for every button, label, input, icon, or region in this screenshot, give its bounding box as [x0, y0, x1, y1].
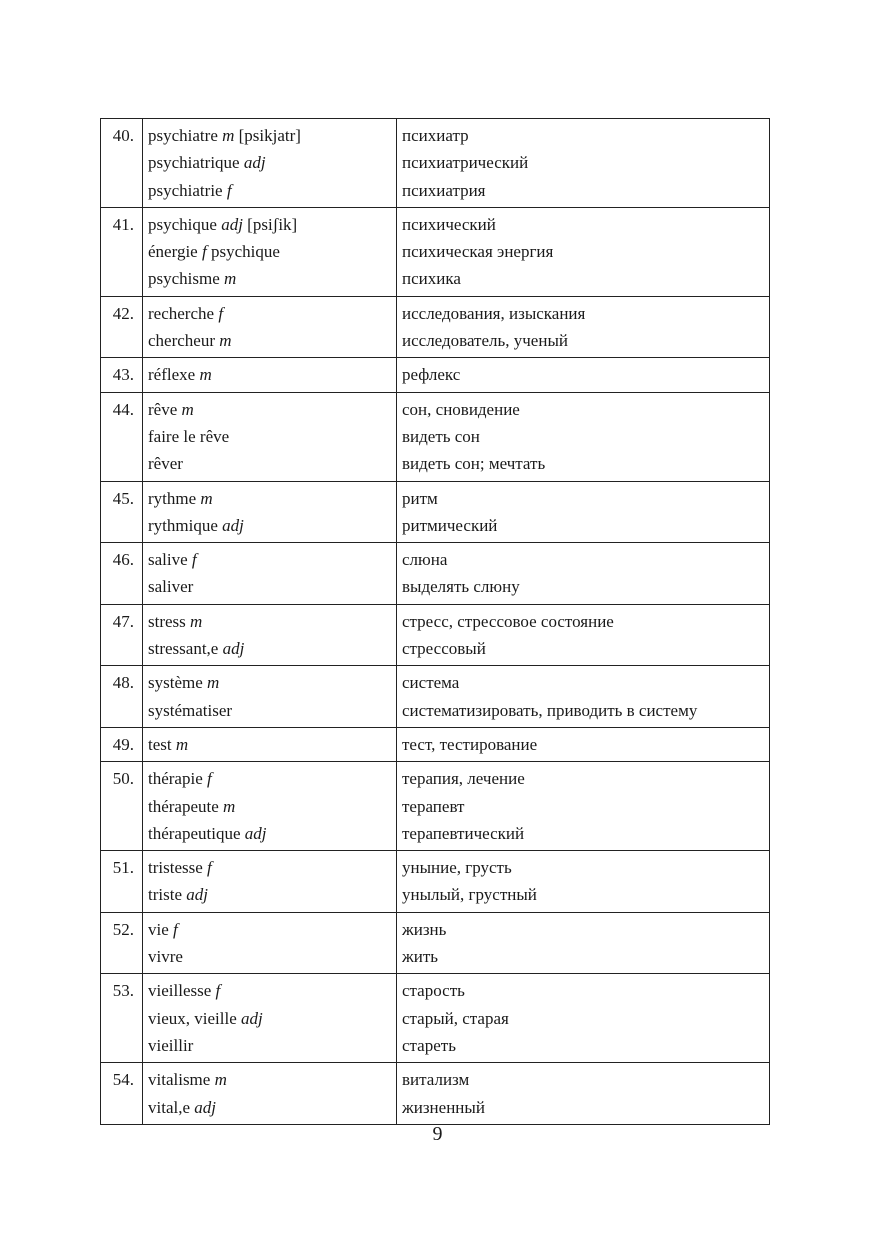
- french-word: test: [148, 734, 172, 754]
- russian-translation: психиатрический: [402, 153, 529, 173]
- french-term: [148, 820, 391, 847]
- french-terms-cell: [143, 296, 397, 358]
- page-number: 9: [432, 1123, 443, 1145]
- grammar-tag: f: [173, 919, 178, 939]
- french-terms-cell: [143, 358, 397, 392]
- french-term: [148, 238, 391, 265]
- russian-translation: психиатрия: [402, 180, 486, 200]
- table-row: [101, 912, 770, 974]
- french-terms-cell: [143, 727, 397, 761]
- entry-number: 42.: [101, 296, 143, 358]
- grammar-tag: m: [219, 331, 232, 351]
- entry-number: 50.: [101, 762, 143, 851]
- french-terms-cell: [143, 604, 397, 666]
- table-row: [101, 727, 770, 761]
- table-row: [101, 762, 770, 851]
- grammar-tag: adj: [241, 1008, 263, 1028]
- grammar-tag: f: [218, 303, 224, 323]
- grammar-tag: m: [181, 399, 194, 419]
- russian-translations-cell: [397, 392, 770, 481]
- table-row: [101, 481, 770, 543]
- russian-translation: психический: [402, 214, 496, 234]
- french-term: [148, 977, 391, 1004]
- table-row: [101, 851, 770, 913]
- french-word: psychique: [148, 214, 217, 234]
- russian-translation: система: [402, 673, 460, 693]
- russian-translation: ритм: [402, 488, 438, 508]
- entry-number: 51.: [101, 851, 143, 913]
- french-word: thérapie: [148, 769, 203, 789]
- table-row: [101, 974, 770, 1063]
- french-word: saliver: [148, 577, 194, 597]
- entry-number: 54.: [101, 1063, 143, 1125]
- russian-translation: тест, тестирование: [402, 734, 538, 754]
- french-term: [148, 793, 391, 820]
- french-word: vitalisme: [148, 1070, 211, 1090]
- grammar-tag: m: [207, 673, 220, 693]
- russian-translations-cell: [397, 974, 770, 1063]
- grammar-tag: m: [223, 796, 236, 816]
- russian-translations-cell: [397, 604, 770, 666]
- french-word: salive: [148, 550, 188, 570]
- french-terms-cell: [143, 1063, 397, 1125]
- russian-translations-cell: [397, 727, 770, 761]
- french-word: vivre: [148, 947, 183, 967]
- french-term: [148, 265, 391, 292]
- french-term: [148, 697, 391, 724]
- russian-translation: выделять слюну: [402, 577, 520, 597]
- french-term: [148, 450, 391, 477]
- french-word: psychiatre: [148, 126, 218, 145]
- french-term: [148, 943, 391, 970]
- grammar-tag: m: [190, 611, 203, 631]
- entry-number: 41.: [101, 207, 143, 296]
- grammar-tag: m: [200, 488, 213, 508]
- grammar-tag: adj: [244, 823, 267, 843]
- grammar-tag: f: [226, 180, 232, 200]
- table-row: [101, 604, 770, 666]
- russian-translations-cell: [397, 481, 770, 543]
- french-word: rêve: [148, 399, 178, 419]
- entry-number: 43.: [101, 358, 143, 392]
- grammar-tag: f: [201, 242, 207, 262]
- entry-number: 44.: [101, 392, 143, 481]
- french-terms-cell: [143, 119, 397, 208]
- russian-translations-cell: [397, 358, 770, 392]
- russian-translation: сон, сновидение: [402, 399, 520, 419]
- russian-translation: исследования, изыскания: [402, 303, 586, 323]
- russian-translations-cell: [397, 296, 770, 358]
- french-word: recherche: [148, 303, 215, 323]
- table-row: [101, 207, 770, 296]
- french-term: [148, 881, 391, 908]
- french-terms-cell: [143, 912, 397, 974]
- grammar-tag: m: [222, 126, 235, 145]
- russian-translation: стресс, стрессовое состояние: [402, 611, 614, 631]
- russian-translation: видеть сон: [402, 426, 480, 446]
- french-terms-cell: [143, 974, 397, 1063]
- table-row: [101, 296, 770, 358]
- french-word: tristesse: [148, 858, 203, 878]
- grammar-tag: adj: [243, 153, 266, 173]
- grammar-tag: adj: [222, 515, 244, 535]
- french-word: psychisme: [148, 269, 220, 289]
- french-word: vieux, vieille: [148, 1008, 237, 1028]
- french-word: vital,e: [148, 1097, 191, 1117]
- grammar-tag: m: [199, 365, 212, 385]
- russian-translation: психическая энергия: [402, 242, 554, 262]
- french-word: réflexe: [148, 365, 196, 385]
- french-word: faire le rêve: [148, 426, 230, 446]
- russian-translations-cell: [397, 119, 770, 208]
- french-word: vie: [148, 919, 169, 939]
- vocabulary-table-body: [101, 119, 770, 1125]
- russian-translation: терапевт: [402, 796, 465, 816]
- grammar-tag: f: [191, 550, 197, 570]
- french-terms-cell: [143, 543, 397, 605]
- french-word: stressant,e: [148, 639, 219, 659]
- russian-translation: ритмический: [402, 515, 498, 535]
- french-terms-cell: [143, 392, 397, 481]
- table-row: [101, 392, 770, 481]
- french-term: [148, 608, 391, 635]
- french-word: systématiser: [148, 700, 233, 720]
- french-word: vieillesse: [148, 981, 212, 1001]
- french-word: psychiatrie: [148, 180, 223, 200]
- grammar-tag: m: [214, 1070, 227, 1090]
- french-term: [148, 1032, 391, 1059]
- russian-translation: старость: [402, 981, 465, 1001]
- term-extra: [psikjatr]: [238, 126, 301, 145]
- grammar-tag: adj: [221, 214, 243, 234]
- russian-translations-cell: [397, 543, 770, 605]
- russian-translation: стрессовый: [402, 639, 486, 659]
- entry-number: 45.: [101, 481, 143, 543]
- russian-translation: исследователь, ученый: [402, 331, 568, 351]
- entry-number: 53.: [101, 974, 143, 1063]
- entry-number: 49.: [101, 727, 143, 761]
- russian-translation: жить: [402, 947, 439, 967]
- table-row: [101, 666, 770, 728]
- french-terms-cell: [143, 762, 397, 851]
- french-terms-cell: [143, 666, 397, 728]
- french-word: psychiatrique: [148, 153, 240, 173]
- grammar-tag: m: [224, 269, 237, 289]
- russian-translations-cell: [397, 762, 770, 851]
- french-word: stress: [148, 611, 186, 631]
- table-row: [101, 119, 770, 208]
- french-term: [148, 1005, 391, 1032]
- french-term: [148, 635, 391, 662]
- russian-translations-cell: [397, 666, 770, 728]
- entry-number: 52.: [101, 912, 143, 974]
- french-word: rythme: [148, 488, 197, 508]
- russian-translations-cell: [397, 912, 770, 974]
- term-extra: [psiʃik]: [247, 214, 298, 234]
- entry-number: 46.: [101, 543, 143, 605]
- french-word: système: [148, 673, 203, 693]
- russian-translation: психика: [402, 269, 461, 289]
- table-row: [101, 358, 770, 392]
- french-word: thérapeutique: [148, 823, 241, 843]
- french-term: [148, 485, 391, 512]
- french-term: [148, 122, 391, 149]
- russian-translations-cell: [397, 851, 770, 913]
- grammar-tag: adj: [194, 1097, 216, 1117]
- french-term: [148, 423, 391, 450]
- grammar-tag: adj: [186, 885, 208, 905]
- russian-translation: психиатр: [402, 126, 469, 145]
- french-terms-cell: [143, 207, 397, 296]
- french-term: [148, 669, 391, 696]
- russian-translation: жизненный: [402, 1097, 485, 1117]
- french-term: [148, 300, 391, 327]
- french-term: [148, 177, 391, 204]
- french-term: [148, 731, 391, 758]
- french-terms-cell: [143, 481, 397, 543]
- russian-translation: терапия, лечение: [402, 769, 525, 789]
- entry-number: 47.: [101, 604, 143, 666]
- grammar-tag: m: [175, 734, 189, 754]
- french-term: [148, 327, 391, 354]
- french-term: [148, 512, 391, 539]
- table-row: [101, 1063, 770, 1125]
- grammar-tag: adj: [222, 639, 245, 659]
- russian-translation: рефлекс: [402, 365, 461, 385]
- russian-translation: слюна: [402, 550, 448, 570]
- french-word: vieillir: [148, 1035, 194, 1055]
- grammar-tag: f: [207, 769, 212, 789]
- term-extra: psychique: [210, 242, 280, 262]
- french-term: [148, 1094, 391, 1121]
- russian-translation: уныние, грусть: [402, 858, 512, 878]
- french-word: énergie: [148, 242, 198, 262]
- russian-translation: систематизировать, приводить в систему: [402, 700, 698, 720]
- russian-translation: терапевтический: [402, 823, 525, 843]
- entry-number: 40.: [101, 119, 143, 208]
- french-term: [148, 149, 391, 176]
- french-word: rythmique: [148, 515, 218, 535]
- french-word: triste: [148, 885, 182, 905]
- grammar-tag: f: [207, 858, 212, 878]
- russian-translation: видеть сон; мечтать: [402, 454, 546, 474]
- french-term: [148, 916, 391, 943]
- french-term: [148, 854, 391, 881]
- russian-translation: жизнь: [402, 919, 447, 939]
- russian-translation: стареть: [402, 1035, 456, 1055]
- french-terms-cell: [143, 851, 397, 913]
- french-term: [148, 396, 391, 423]
- french-term: [148, 573, 391, 600]
- vocabulary-table: [100, 118, 770, 1125]
- french-word: chercheur: [148, 331, 216, 351]
- russian-translation: витализм: [402, 1070, 470, 1090]
- french-word: rêver: [148, 454, 183, 474]
- french-term: [148, 361, 391, 388]
- table-row: [101, 543, 770, 605]
- french-term: [148, 546, 391, 573]
- french-term: [148, 1066, 391, 1093]
- russian-translation: старый, старая: [402, 1008, 509, 1028]
- grammar-tag: f: [215, 981, 221, 1001]
- russian-translation: унылый, грустный: [402, 885, 537, 905]
- russian-translations-cell: [397, 207, 770, 296]
- french-term: [148, 211, 391, 238]
- french-word: thérapeute: [148, 796, 219, 816]
- russian-translations-cell: [397, 1063, 770, 1125]
- french-term: [148, 765, 391, 792]
- entry-number: 48.: [101, 666, 143, 728]
